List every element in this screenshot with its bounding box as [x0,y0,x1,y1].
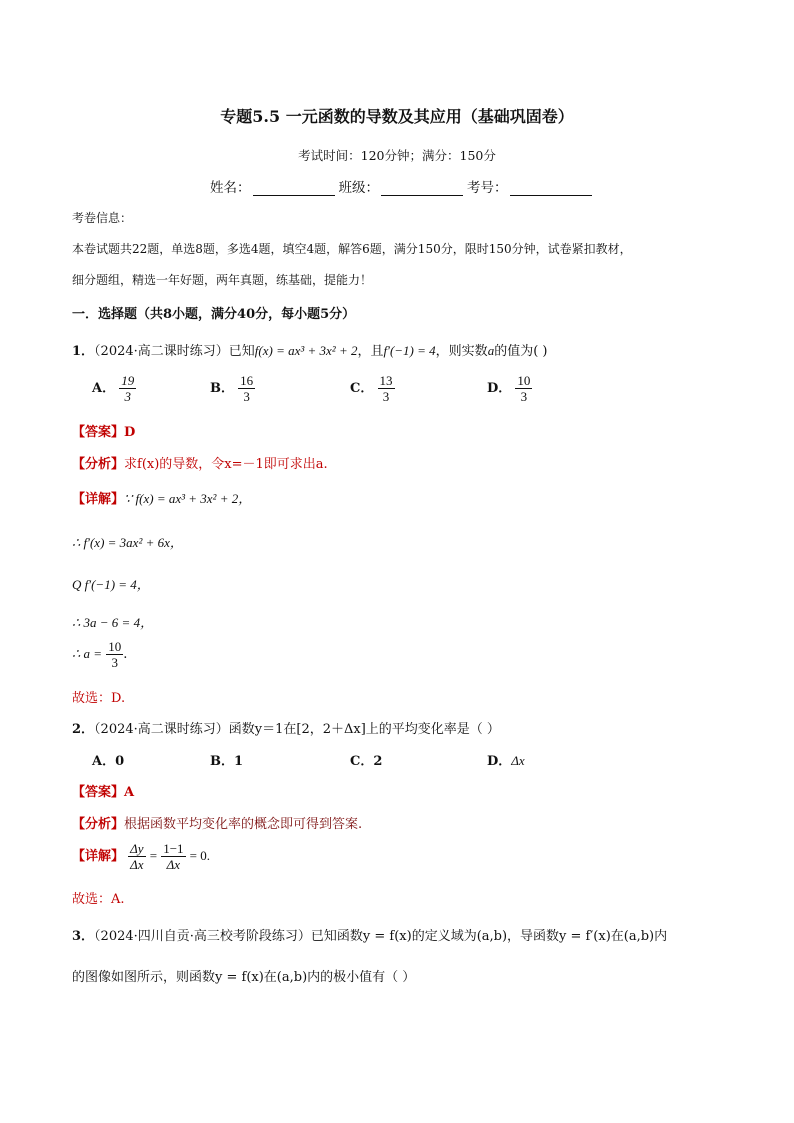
q2-result: = 0. [189,848,211,863]
option-denominator: 3 [124,389,131,404]
name-blank[interactable] [253,181,335,196]
q1-option-b[interactable] [210,374,255,403]
q3-line1: 已知函数y = f(x)的定义域为(a,b)，导函数y = f′(x)在(a,b)内 [310,929,668,944]
class-label: 班级： [338,180,379,196]
q1-detail-step2: ∴ f′(x) = 3ax² + 6x， [72,535,183,550]
q3-number: 3． [72,929,95,944]
step5-denominator: 3 [111,655,118,670]
q2-stem-text: 函数y＝1在[2，2＋Δx]上的平均变化率是（ ） [228,722,500,737]
q1-option-c[interactable] [350,374,395,403]
q2-option-c[interactable] [350,750,382,769]
q1-analysis [72,453,328,472]
q1-source: （2024·高二课时练习） [94,344,229,359]
option-denominator: 3 [382,389,390,404]
option-numerator: 10 [517,373,531,388]
q1-answer [72,421,135,440]
option-numerator: 19 [121,373,135,388]
option-denominator: 3 [520,389,528,404]
page-title: 专题5.5 一元函数的导数及其应用（基础巩固卷） [220,107,574,126]
exam-info-line: 考试时间：120分钟；满分：150分 [298,148,496,163]
name-label: 姓名： [210,180,251,196]
analysis-text: 求f(x)的导数，令x=－1即可求出a. [124,457,328,472]
student-info-row [210,176,596,196]
step5-numerator: 10 [108,639,122,654]
info-heading: 考卷信息： [72,211,133,225]
question-2-stem [72,718,500,737]
option-label: A． [92,381,116,396]
q1-conclusion: 故选：D. [72,691,126,706]
option-numerator: 16 [240,373,254,388]
class-blank[interactable] [381,181,463,196]
q1-detail-step4: ∴ 3a − 6 = 4， [72,615,154,630]
frac2-denominator: Δx [166,857,181,872]
q1-condition: f′(−1) = 4 [383,343,436,358]
q1-function: f(x) = ax³ + 3x² + 2 [254,343,358,358]
id-label: 考号： [467,180,508,196]
q2-analysis [72,813,362,832]
frac1-denominator: Δx [130,857,144,872]
q2-option-d[interactable] [487,750,525,769]
q1-stem-d: 的值为( ) [494,344,548,359]
detail-tag: 【详解】 [72,849,125,864]
option-text: 0 [115,754,125,769]
q2-option-b[interactable] [210,750,243,769]
answer-tag: 【答案】 [72,785,125,800]
q2-detail: 【详解】 $\frac{\Delta y}{\Delta x}$ = $\frac{1-1}{\Delta x}$ = 0. [72,841,211,872]
detail-tag: 【详解】 [72,492,125,507]
q1-detail-step1 [72,488,251,507]
q1-stem-b: ，且 [357,344,384,359]
option-text: 1 [234,754,244,769]
q1-stem-c: ，则实数 [435,344,488,359]
section-heading: 一．选择题（共8小题，满分40分，每小题5分） [72,307,356,322]
id-blank[interactable] [510,181,592,196]
q2-answer [72,781,134,800]
q2-conclusion: 故选：A. [72,892,125,907]
question-1-stem [72,340,547,359]
option-numerator: 13 [379,373,393,388]
q2-number: 2． [72,722,95,737]
q1-detail-step3: Q f′(−1) = 4， [72,577,150,592]
option-label: D． [487,754,512,769]
option-label: B． [210,381,234,396]
question-3-stem [72,925,667,944]
frac2-numerator: 1−1 [163,841,184,856]
answer-value: D [124,425,136,440]
q1-detail-step5: ∴ a = $\frac{10}{3}$ . [72,639,128,670]
option-label: C． [350,381,374,396]
analysis-tag: 【分析】 [72,457,125,472]
analysis-text: 根据函数平均变化率的概念即可得到答案. [124,817,363,832]
info-text-1: 本卷试题共22题，单选8题，多选4题，填空4题，解答6题，满分150分，限时150分钟，试卷紧扣教材， [72,242,632,256]
option-label: B． [210,754,234,769]
option-text: Δx [511,753,525,768]
q1-option-d[interactable] [487,374,532,403]
option-text: 2 [373,754,383,769]
frac1-numerator: Δy [130,841,144,856]
option-label: C． [350,754,374,769]
option-denominator: 3 [243,389,250,404]
q1-option-a[interactable] [92,374,136,403]
answer-value: A [124,785,135,800]
analysis-tag: 【分析】 [72,817,125,832]
option-label: D． [487,381,512,396]
detail-step: ∵ f(x) = ax³ + 3x² + 2， [124,491,252,506]
info-text-2: 细分题组，精选一年好题，两年真题，练基础，提能力！ [72,273,373,287]
answer-tag: 【答案】 [72,425,125,440]
q1-number: 1． [72,344,95,359]
q3-line2: 的图像如图所示，则函数y = f(x)在(a,b)内的极小值有（ ） [72,970,416,985]
q1-variable: a [487,343,495,358]
step5-prefix: ∴ a = [72,646,103,661]
q2-option-a[interactable] [92,750,124,769]
q2-source: （2024·高二课时练习） [94,722,229,737]
q3-source: （2024·四川自贡·高三校考阶段练习） [94,929,311,944]
option-label: A． [92,754,116,769]
q1-stem-a: 已知 [228,344,255,359]
